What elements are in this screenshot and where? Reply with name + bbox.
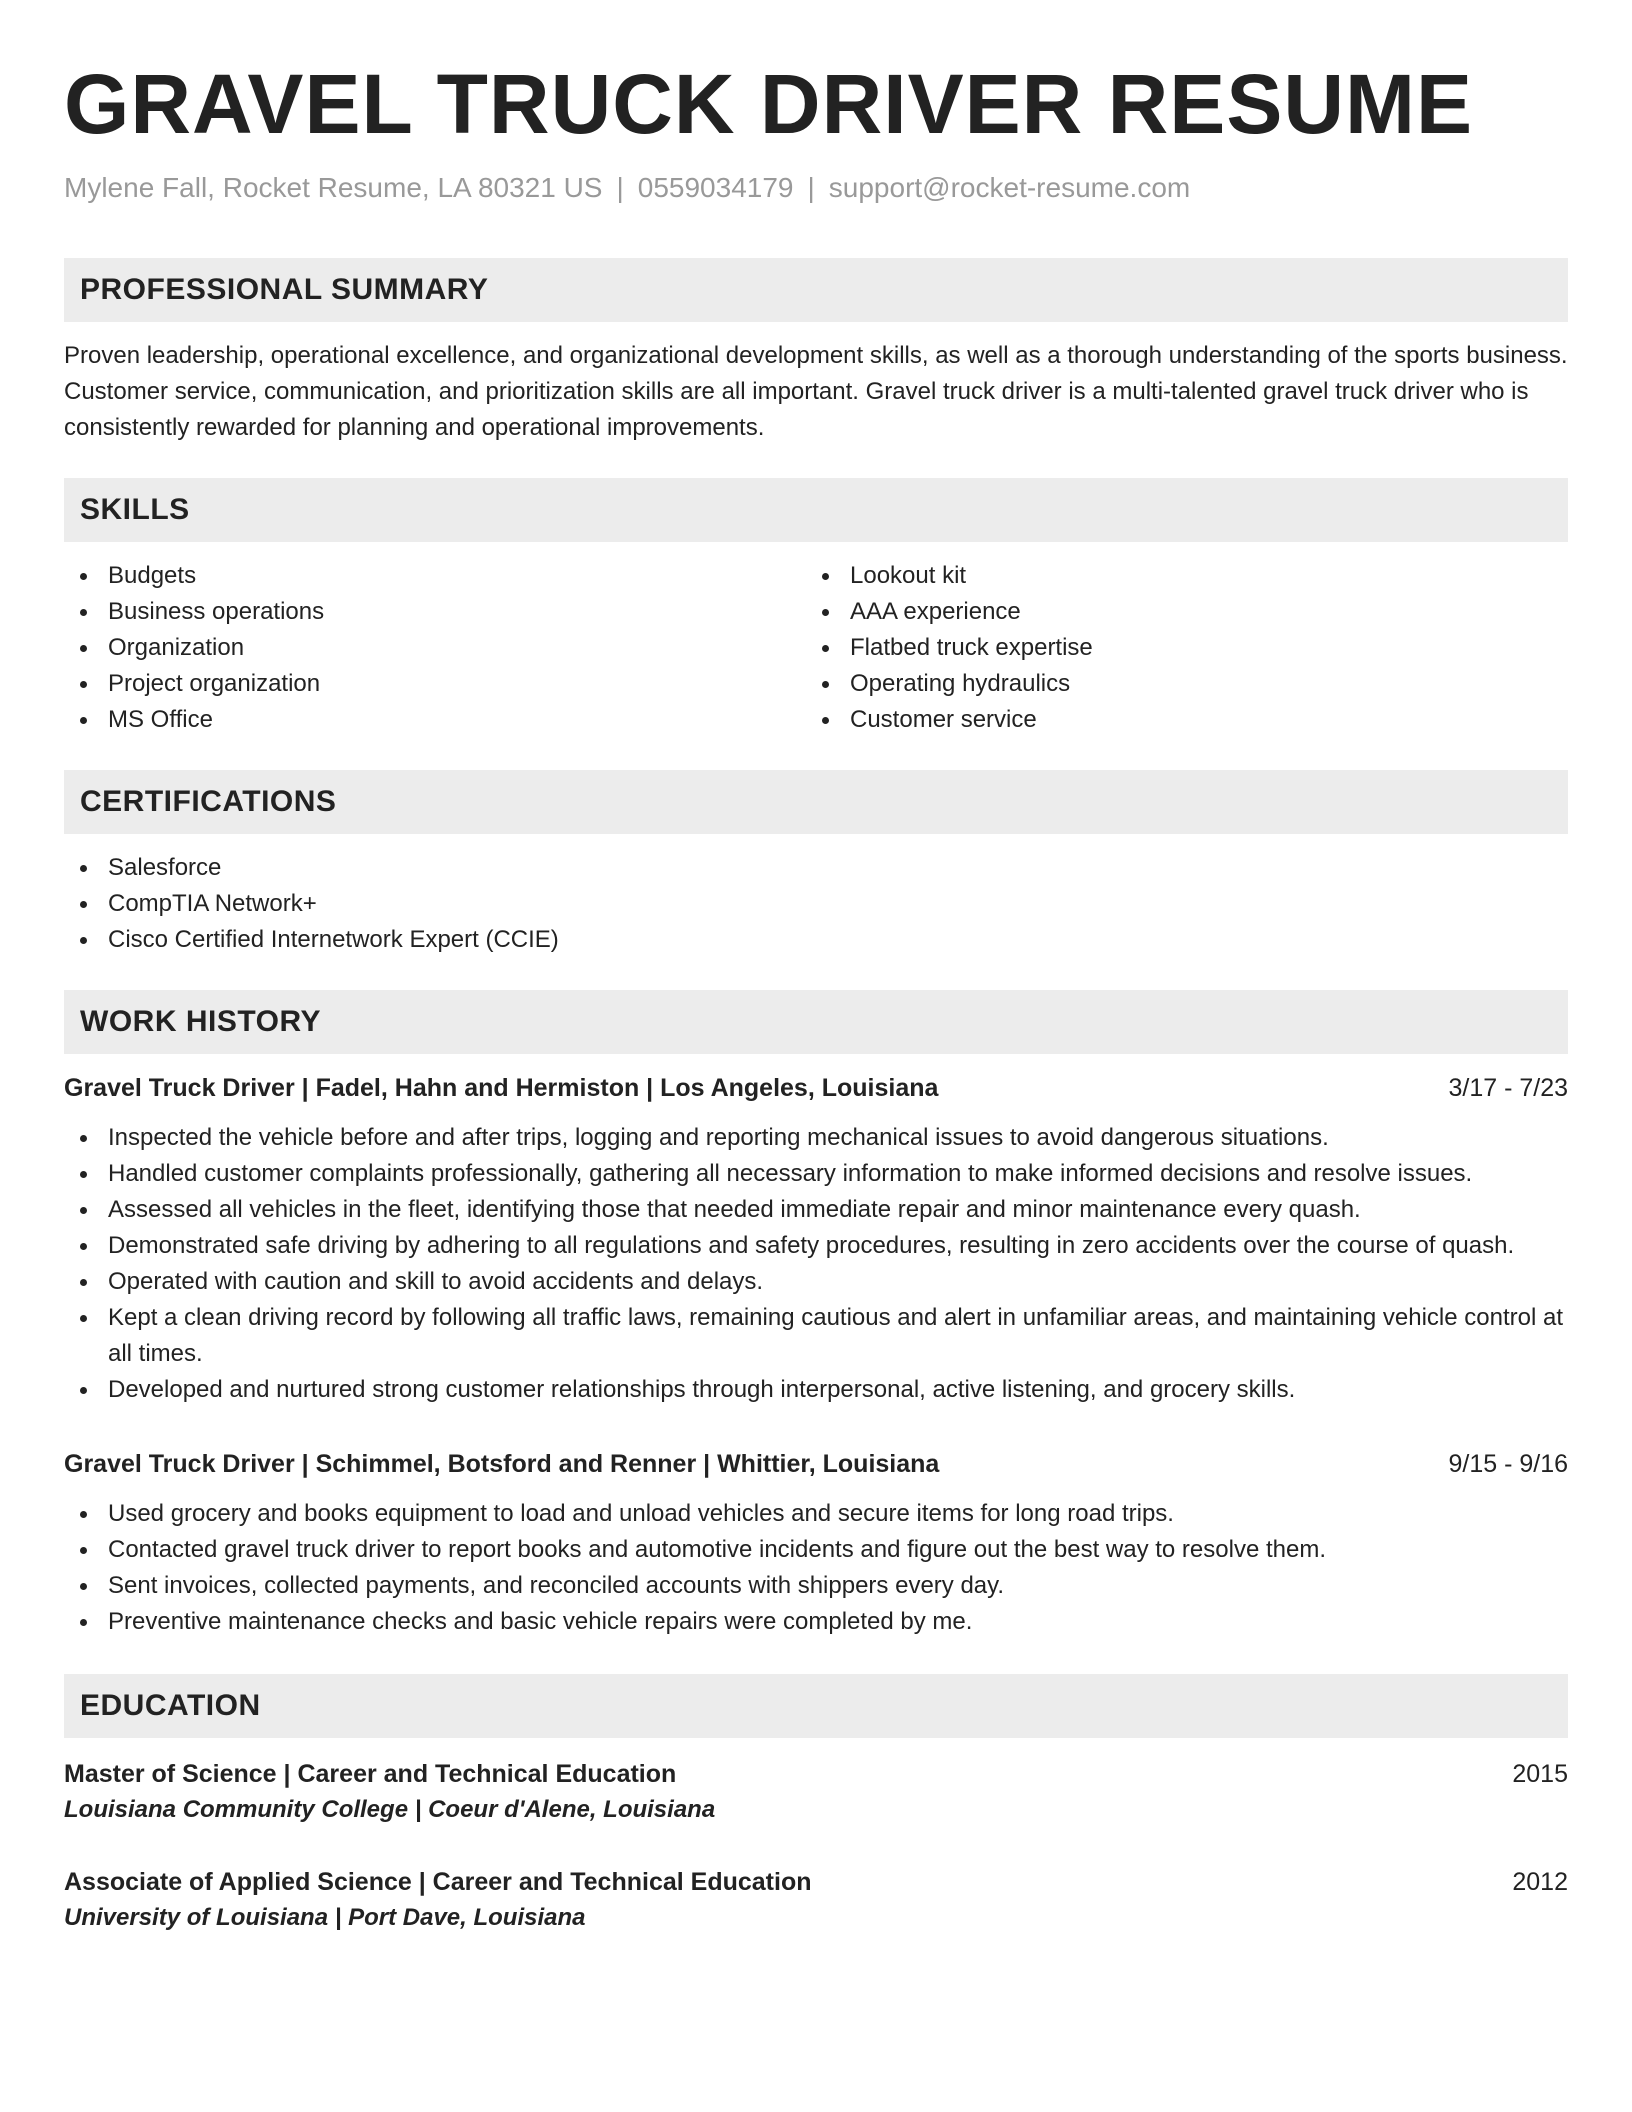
education-school: Louisiana Community College | Coeur d'Alene, Louisiana xyxy=(64,1796,716,1823)
education-degree: Master of Science | Career and Technical Education xyxy=(64,1760,677,1788)
contact-email: support@rocket-resume.com xyxy=(828,172,1191,203)
skill-item: Customer service xyxy=(806,702,1548,738)
job-bullet: Demonstrated safe driving by adhering to all regulations and safety procedures, resulting in zero accidents over the course of quash. xyxy=(64,1228,1568,1264)
education-entry-header xyxy=(64,1756,1568,1792)
job-dates: 9/15 - 9/16 xyxy=(1448,1450,1568,1478)
resume-page xyxy=(64,56,1568,1936)
certification-item: Salesforce xyxy=(64,850,1568,886)
job-bullets xyxy=(64,1496,1568,1640)
summary-text: Proven leadership, operational excellence, and organizational development skills, as well as a thorough understanding of the sports business. Customer service, communication, and prioritization skills are all important. Gravel truck driver is a multi-talented gravel truck driver who is consistently rewarded for planning and operational improvements. xyxy=(64,342,1568,441)
contact-phone: 0559034179 xyxy=(637,172,794,203)
summary-heading: PROFESSIONAL SUMMARY xyxy=(64,258,1568,322)
certifications-heading: CERTIFICATIONS xyxy=(64,770,1568,834)
job-bullet: Contacted gravel truck driver to report books and automotive incidents and figure out the best way to resolve them. xyxy=(64,1532,1568,1568)
education-entry-header xyxy=(64,1864,1568,1900)
education-heading: EDUCATION xyxy=(64,1674,1568,1738)
skills-list-right xyxy=(806,558,1548,738)
contact-address: Mylene Fall, Rocket Resume, LA 80321 US xyxy=(64,172,603,203)
job-bullet: Used grocery and books equipment to load and unload vehicles and secure items for long road trips. xyxy=(64,1496,1568,1532)
skill-item: Flatbed truck expertise xyxy=(806,630,1548,666)
skill-item: Business operations xyxy=(64,594,806,630)
skill-item: Budgets xyxy=(64,558,806,594)
job-dates: 3/17 - 7/23 xyxy=(1448,1074,1568,1102)
skill-item: Operating hydraulics xyxy=(806,666,1548,702)
skill-item: MS Office xyxy=(64,702,806,738)
work-history-heading: WORK HISTORY xyxy=(64,990,1568,1054)
education-year: 2015 xyxy=(1512,1760,1568,1788)
job-title: Gravel Truck Driver | Schimmel, Botsford and Renner | Whittier, Louisiana xyxy=(64,1450,940,1478)
certification-item: Cisco Certified Internetwork Expert (CCIE) xyxy=(64,922,1568,958)
skills-list-left xyxy=(64,558,806,738)
job-bullet: Kept a clean driving record by following all traffic laws, remaining cautious and alert in unfamiliar areas, and maintaining vehicle control at all times. xyxy=(64,1300,1568,1372)
job-header xyxy=(64,1446,1568,1482)
skill-item: Organization xyxy=(64,630,806,666)
certification-item: CompTIA Network+ xyxy=(64,886,1568,922)
contact-separator: | xyxy=(807,172,815,203)
contact-line xyxy=(64,170,1568,206)
skills-heading: SKILLS xyxy=(64,478,1568,542)
job-bullet: Sent invoices, collected payments, and reconciled accounts with shippers every day. xyxy=(64,1568,1568,1604)
skill-item: Project organization xyxy=(64,666,806,702)
job-bullet: Inspected the vehicle before and after trips, logging and reporting mechanical issues to avoid dangerous situations. xyxy=(64,1120,1568,1156)
job-bullet: Preventive maintenance checks and basic vehicle repairs were completed by me. xyxy=(64,1604,1568,1640)
job-bullet: Operated with caution and skill to avoid accidents and delays. xyxy=(64,1264,1568,1300)
contact-separator: | xyxy=(616,172,624,203)
job-bullet: Assessed all vehicles in the fleet, identifying those that needed immediate repair and minor maintenance every quash. xyxy=(64,1192,1568,1228)
certifications-list xyxy=(64,850,1568,958)
job-bullets xyxy=(64,1120,1568,1408)
job-bullet: Developed and nurtured strong customer relationships through interpersonal, active listening, and grocery skills. xyxy=(64,1372,1568,1408)
education-degree: Associate of Applied Science | Career and Technical Education xyxy=(64,1868,812,1896)
job-title: Gravel Truck Driver | Fadel, Hahn and Hermiston | Los Angeles, Louisiana xyxy=(64,1074,939,1102)
education-school: University of Louisiana | Port Dave, Louisiana xyxy=(64,1904,586,1931)
skill-item: Lookout kit xyxy=(806,558,1548,594)
job-header xyxy=(64,1070,1568,1106)
skill-item: AAA experience xyxy=(806,594,1548,630)
education-year: 2012 xyxy=(1512,1868,1568,1896)
resume-title: GRAVEL TRUCK DRIVER RESUME xyxy=(64,57,1474,151)
job-bullet: Handled customer complaints professionally, gathering all necessary information to make informed decisions and resolve issues. xyxy=(64,1156,1568,1192)
skills-columns xyxy=(64,542,1568,738)
